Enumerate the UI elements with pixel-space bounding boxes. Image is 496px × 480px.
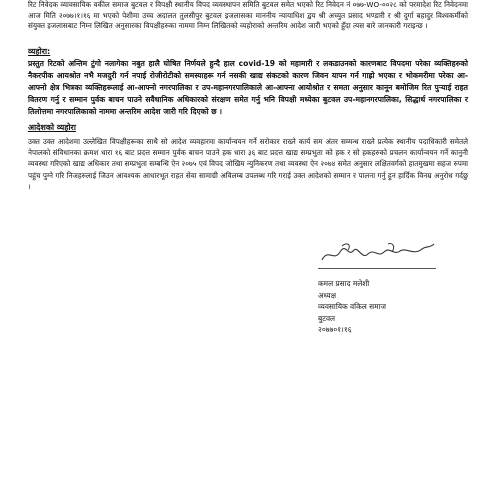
request-paragraph: उक्त उक्त आदेशमा उल्लेखित विपक्षीहरूका साथै सो आदेश व्यवहारमा कार्यान्वयन गर्ने सरोकार राख्ने कार्य सम अंतर सम्मन्ध राख्ने प्रत्येक स्थानीय पदाधिकारी समेतले नेपालको संविधानका क्रमश धारा १६ बाट प्रदत्त सम्मान पुर्वक बाचन पाउने हक धारा ३६ बाट प्रदत्त खाद्य सम्प्रभुता को हक र सो हकहरुको प्रचलन कार्यान्वयन गर्ने कानुनी व्यवस्था गरिएको खाद्य अधिकार तथा सम्प्रभुता सम्बन्धि ऐन २०७५ एवं विपद जोखिम न्युनिकरण तथा व्यवस्था ऐन २०७४ समेत अनुसार लक्षितवर्गको हातमुखमा सहज रुपमा पहुंच पुग्ने गरि निजहरुलाई जिउन आवश्यक आधारभूत राहत सेवा सामाग्री अविलम्ब उपलब्ध गरि गराई उक्त आदेशको सम्मान र पालना गर्नु हुन हार्दिक विनम्र अनुरोध गर्दछु । (28, 137, 468, 191)
signatory-block (318, 278, 478, 336)
signatory-date: २०७७०१।१६ (318, 325, 352, 334)
interim-order-paragraph: प्रस्तुत रिटको अन्तिम टुंगो नलागेका नबुत हालै घोषित निर्णयले हुन्दै हाल covid-19 को महामारी र लकडाउनको कारणबाट विपदमा परेका व्यक्तिहरुको नैकरपीक आयश्रोत नभै मजदुरी गर्न नपाई रोजीरोटीको समस्याहरू गर्न नसकी खाद्य संकटको कारण जिवन यापन गर्न गाह्रो भएका र भोकमरीमा परेका आ-आफ्नो क्षेत्र भित्रका व्यक्तिहरूलाई आ-आफ्नो नगरपालिका र उप-महानगरपालिकाले आ-आफ्ना आयोश्रोत र समता अनुसार कानून बमोजिम रित पुऱ्याई राहत वितरण गर्नु र सम्मान पुर्वक बाचन पाउने सवैधानिक अधिकारको संरक्षण समेत गर्नु भनि विपक्षी मध्येका बुटवल उप-महानगरपालिका, सिद्धार्थ नगरपालिका र तिलोत्तमा नगरपालिकाको नाममा अन्तरिम आदेश जारी गरि दिएको छ । (28, 59, 468, 117)
signatory-organization: व्यवसायिक वकिल समाज (318, 302, 386, 311)
signatory-name: कमल प्रसाद मलेशी (318, 279, 370, 288)
section-heading-order: आदेशको व्यहोरा (28, 123, 76, 132)
handwritten-signature (318, 240, 438, 266)
signature-line (318, 268, 436, 269)
intro-paragraph: रिट निवेदक व्यावसायिक वकील समाज बुटवल र विपक्षी स्थानीय विपद व्यवस्थापन समिति बुटवल समेत भएको रिट निवेदन नं ०७७-WO-००२८ को परमादेश रिट निवेदनमा आज मिति २०७७।१।१६ मा भएको पेशीमा उच्च अदालत तुलसीपुर बुटवल इजलासका माननीय न्यायाधिश द्वय श्री अच्युत प्रसाद भण्डारी र श्री दुर्गा बहादुर विश्वकर्मीको संयुक्त इजलासबाट निम्न लिखित अनुसारका विपक्षीहरुका नाममा निम्न लिखितको व्यहोराको अन्तरिम आदेश जारी भएको हुँदा त्यस बारे जानकारी गराइन्छ । (28, 0, 468, 31)
signatory-title: अध्यक्ष (318, 290, 337, 300)
section-heading-vyahora: व्यहोरा: (28, 47, 51, 56)
signatory-place: बुटवल (318, 313, 336, 323)
